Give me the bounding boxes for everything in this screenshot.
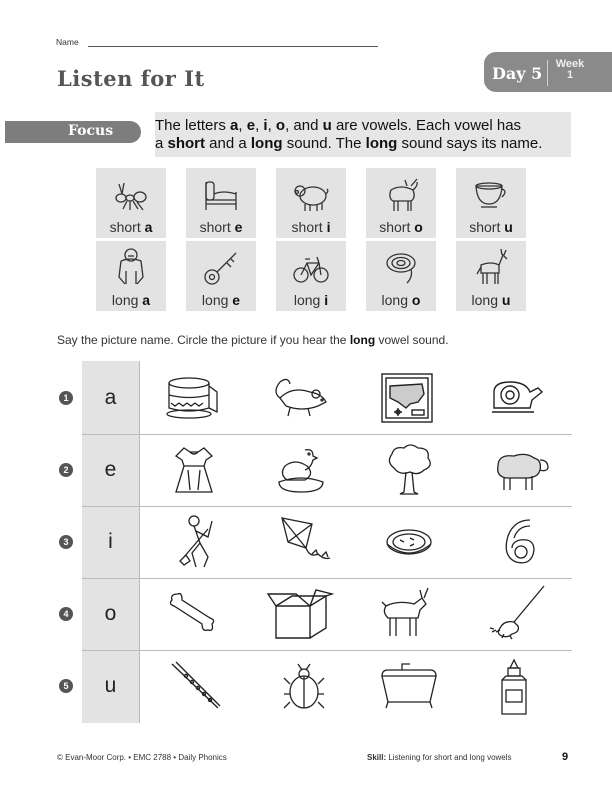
label-vowel: a xyxy=(144,219,153,235)
focus-line-1 xyxy=(155,117,542,135)
key-long-o xyxy=(366,241,436,311)
hen-icon[interactable] xyxy=(275,444,327,496)
bug-icon[interactable] xyxy=(282,662,326,716)
label-prefix: short xyxy=(469,219,505,235)
row-number: 2 xyxy=(59,463,73,477)
key-label xyxy=(276,292,346,308)
text-run: , xyxy=(238,117,247,134)
row-vowel: e xyxy=(104,458,117,481)
focus-text xyxy=(155,117,542,153)
label-vowel: u xyxy=(504,219,513,235)
label-vowel: a xyxy=(142,292,151,308)
footer-skill xyxy=(367,753,512,762)
label-prefix: short xyxy=(379,219,415,235)
row-divider xyxy=(82,578,572,579)
key-label xyxy=(366,219,436,235)
text-run: sound. The xyxy=(282,135,366,152)
digging-man-icon[interactable] xyxy=(178,513,218,571)
row-number: 4 xyxy=(59,607,73,621)
key-long-i xyxy=(276,241,346,311)
vowel-u: u xyxy=(322,117,332,134)
long-word: long xyxy=(250,135,283,152)
label-prefix: short xyxy=(109,219,145,235)
text-run: are vowels. Each vowel has xyxy=(331,117,522,134)
key-long-a xyxy=(96,241,166,311)
row-divider xyxy=(82,506,572,507)
vowel-a: a xyxy=(230,117,239,134)
key-label xyxy=(456,219,526,235)
instr-text: Say the picture name. Circle the picture if you hear the xyxy=(57,333,350,347)
cake-icon[interactable] xyxy=(165,374,221,420)
key-label xyxy=(366,292,436,308)
key-short-u xyxy=(456,168,526,238)
row-divider xyxy=(82,434,572,435)
text-run: a xyxy=(155,135,168,152)
sheep-icon[interactable] xyxy=(492,448,550,492)
label-prefix: short xyxy=(291,219,327,235)
flute-icon[interactable] xyxy=(168,660,222,714)
row-number: 5 xyxy=(59,679,73,693)
bed-icon xyxy=(203,174,239,214)
row-vowel: o xyxy=(104,602,117,625)
key-long-e xyxy=(186,241,256,311)
rat-icon[interactable] xyxy=(272,372,330,420)
row-vowel: i xyxy=(108,530,113,553)
row-number: 1 xyxy=(59,391,73,405)
kite-icon[interactable] xyxy=(278,514,332,570)
focus-tab xyxy=(5,121,141,143)
key-short-e xyxy=(186,168,256,238)
ant-icon xyxy=(113,174,149,214)
label-prefix: long xyxy=(381,292,412,308)
text-run: and a xyxy=(205,135,251,152)
text-run: sound says its name. xyxy=(397,135,543,152)
vowel-i: i xyxy=(263,117,268,134)
text-run: , and xyxy=(285,117,323,134)
pie-icon[interactable] xyxy=(384,526,434,560)
label-vowel: i xyxy=(326,219,331,235)
label-vowel: e xyxy=(232,292,241,308)
focus-line-2 xyxy=(155,135,542,153)
bone-icon[interactable] xyxy=(166,590,218,634)
text-run: The letters xyxy=(155,117,231,134)
long-word: long xyxy=(365,135,398,152)
key-label xyxy=(96,292,166,308)
mule-icon xyxy=(473,247,509,287)
map-icon[interactable] xyxy=(380,372,434,424)
key-icon xyxy=(203,247,239,287)
instr-text: vowel sound. xyxy=(375,333,449,347)
label-prefix: long xyxy=(111,292,143,308)
key-label xyxy=(276,219,346,235)
key-label xyxy=(186,292,256,308)
page-number: 9 xyxy=(562,751,569,763)
text-run: , xyxy=(255,117,264,134)
day-badge xyxy=(484,52,612,92)
key-short-i xyxy=(276,168,346,238)
bike-icon xyxy=(293,247,329,287)
name-label: Name xyxy=(56,37,79,47)
instructions xyxy=(57,333,449,347)
goat-icon[interactable] xyxy=(378,584,434,640)
key-short-a xyxy=(96,168,166,238)
ox-icon xyxy=(383,174,419,214)
key-label xyxy=(96,219,166,235)
label-vowel: i xyxy=(324,292,329,308)
key-label xyxy=(186,219,256,235)
focus-label: Focus xyxy=(68,123,114,139)
rope-icon xyxy=(383,247,419,287)
key-short-o xyxy=(366,168,436,238)
six-icon[interactable] xyxy=(500,516,540,568)
tub-icon[interactable] xyxy=(378,662,440,710)
glue-icon[interactable] xyxy=(496,658,532,718)
ape-icon xyxy=(113,247,149,287)
vowel-o: o xyxy=(275,117,286,134)
key-label xyxy=(456,292,526,308)
page-title: Listen for It xyxy=(57,66,205,91)
label-prefix: long xyxy=(471,292,502,308)
tape-icon[interactable] xyxy=(490,378,550,418)
week-number: 1 xyxy=(566,69,574,81)
label-prefix: long xyxy=(201,292,233,308)
row-vowel: a xyxy=(104,386,117,409)
text-run: , xyxy=(267,117,276,134)
mop-icon[interactable] xyxy=(488,584,548,640)
name-line xyxy=(88,46,378,47)
label-prefix: long xyxy=(293,292,325,308)
badge-divider xyxy=(547,60,548,86)
label-prefix: short xyxy=(199,219,235,235)
footer-copyright: © Evan-Moor Corp. • EMC 2788 • Daily Phonics xyxy=(57,753,227,762)
label-vowel: e xyxy=(234,219,243,235)
day-label: Day 5 xyxy=(492,64,543,83)
tree-icon[interactable] xyxy=(384,442,434,498)
short-word: short xyxy=(167,135,206,152)
row-vowel: u xyxy=(104,674,117,697)
key-long-u xyxy=(456,241,526,311)
skill-label: Skill: xyxy=(367,753,387,762)
skill-text: Listening for short and long vowels xyxy=(386,753,512,762)
box-icon[interactable] xyxy=(266,586,336,642)
week-text: Week xyxy=(555,58,585,70)
cup-icon xyxy=(473,174,509,214)
label-vowel: u xyxy=(501,292,511,308)
label-vowel: o xyxy=(414,219,423,235)
label-vowel: o xyxy=(411,292,421,308)
column-divider xyxy=(139,361,140,723)
row-number: 3 xyxy=(59,535,73,549)
pig-icon xyxy=(293,174,329,214)
dress-icon[interactable] xyxy=(170,444,218,496)
row-divider xyxy=(82,650,572,651)
instr-bold: long xyxy=(349,333,376,347)
vowel-e: e xyxy=(246,117,256,134)
week-label xyxy=(552,59,588,81)
